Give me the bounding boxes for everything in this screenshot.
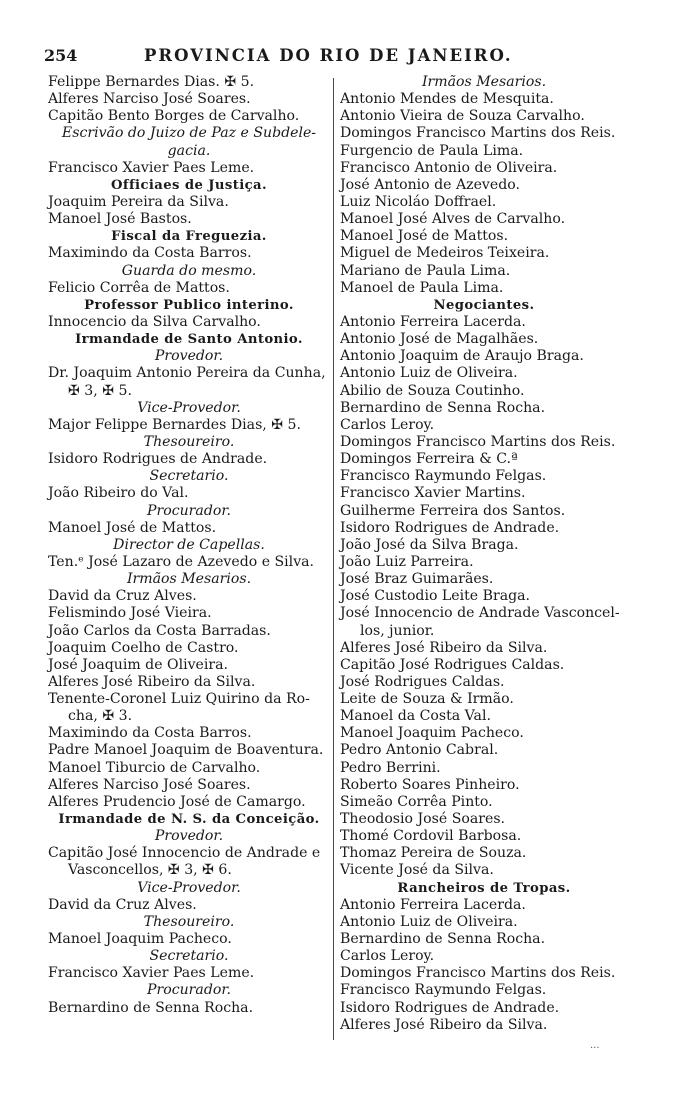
list-entry: José Antonio de Azevedo. bbox=[340, 176, 520, 193]
list-entry: Antonio Vieira de Souza Carvalho. bbox=[340, 108, 585, 125]
list-entry: Alferes Narciso José Soares. bbox=[48, 91, 251, 108]
role-title: Procurador. bbox=[147, 982, 231, 999]
list-entry: Pedro Antonio Cabral. bbox=[340, 742, 499, 759]
section-heading: Fiscal da Freguezia. bbox=[111, 229, 267, 245]
list-entry-continuation: cha, ✠ 3. bbox=[68, 708, 133, 725]
list-entry: Carlos Leroy. bbox=[340, 948, 435, 965]
list-entry: Isidoro Rodrigues de Andrade. bbox=[48, 451, 268, 468]
list-entry: José Innocencio de Andrade Vasconcel- bbox=[340, 605, 620, 622]
list-entry: Pedro Berrini. bbox=[340, 759, 441, 776]
list-entry: João José da Silva Braga. bbox=[340, 536, 519, 553]
list-entry: David da Cruz Alves. bbox=[48, 896, 197, 913]
list-entry-continuation: ✠ 3, ✠ 5. bbox=[68, 382, 132, 399]
list-entry: Alferes José Ribeiro da Silva. bbox=[340, 639, 548, 656]
list-entry: Antonio Joaquim de Araujo Braga. bbox=[340, 348, 584, 365]
list-entry: Isidoro Rodrigues de Andrade. bbox=[340, 999, 560, 1016]
list-entry: Manoel José Alves de Carvalho. bbox=[340, 211, 566, 228]
list-entry: Felismindo José Vieira. bbox=[48, 605, 212, 622]
list-entry: Alferes Narciso José Soares. bbox=[48, 776, 251, 793]
list-entry: João Ribeiro do Val. bbox=[48, 485, 189, 502]
role-title: gacia. bbox=[167, 142, 211, 159]
list-entry: José Joaquim de Oliveira. bbox=[48, 656, 229, 673]
section-heading: Negociantes. bbox=[433, 297, 535, 313]
list-entry: Leite de Souza & Irmão. bbox=[340, 691, 514, 708]
right-column bbox=[340, 74, 628, 1034]
list-entry: Guilherme Ferreira dos Santos. bbox=[340, 502, 566, 519]
list-entry-continuation: los, junior. bbox=[360, 622, 435, 639]
list-entry: José Custodio Leite Braga. bbox=[340, 588, 531, 605]
role-title: Procurador. bbox=[147, 502, 231, 519]
list-entry: Manoel José de Mattos. bbox=[48, 519, 217, 536]
list-entry: Padre Manoel Joaquim de Boaventura. bbox=[48, 742, 324, 759]
footer-mark: ... bbox=[590, 1040, 600, 1051]
list-entry: Francisco Xavier Paes Leme. bbox=[48, 965, 255, 982]
list-entry: Antonio Ferreira Lacerda. bbox=[340, 896, 526, 913]
list-entry: Bernardino de Senna Rocha. bbox=[340, 931, 546, 948]
list-entry: Domingos Ferreira & C.ª bbox=[340, 451, 518, 468]
list-entry: Miguel de Medeiros Teixeira. bbox=[340, 245, 550, 262]
list-entry: Simeão Corrêa Pinto. bbox=[340, 793, 493, 810]
list-entry: Alferes José Ribeiro da Silva. bbox=[340, 1016, 548, 1033]
role-title: Guarda do mesmo. bbox=[121, 262, 257, 279]
left-column bbox=[48, 74, 330, 1017]
role-title: Irmãos Mesarios. bbox=[126, 571, 252, 588]
list-entry: Tenente-Coronel Luiz Quirino da Ro- bbox=[48, 691, 310, 708]
list-entry: Furgencio de Paula Lima. bbox=[340, 142, 524, 159]
page-header bbox=[44, 44, 634, 70]
list-entry: João Luiz Parreira. bbox=[340, 553, 474, 570]
list-entry: Domingos Francisco Martins dos Reis. bbox=[340, 433, 616, 450]
list-entry: Bernardino de Senna Rocha. bbox=[340, 399, 546, 416]
role-title: Thesoureiro. bbox=[143, 913, 235, 930]
list-entry: Manoel José de Mattos. bbox=[340, 228, 509, 245]
list-entry: Francisco Xavier Paes Leme. bbox=[48, 159, 255, 176]
list-entry: José Rodrigues Caldas. bbox=[340, 673, 505, 690]
list-entry: Manoel de Paula Lima. bbox=[340, 279, 504, 296]
role-title: Irmãos Mesarios. bbox=[421, 74, 547, 90]
list-entry: Antonio José de Magalhães. bbox=[340, 331, 539, 348]
list-entry: David da Cruz Alves. bbox=[48, 588, 197, 605]
list-entry: Manoel Joaquim Pacheco. bbox=[340, 725, 524, 742]
list-entry: Mariano de Paula Lima. bbox=[340, 262, 511, 279]
list-entry: Manoel Tiburcio de Carvalho. bbox=[48, 759, 261, 776]
list-entry: Capitão José Innocencio de Andrade e bbox=[48, 845, 321, 862]
list-entry: Joaquim Coelho de Castro. bbox=[48, 639, 239, 656]
list-entry: Thomaz Pereira de Souza. bbox=[340, 845, 527, 862]
page-number: 254 bbox=[44, 46, 78, 65]
list-entry: Bernardino de Senna Rocha. bbox=[48, 999, 254, 1016]
list-entry: Isidoro Rodrigues de Andrade. bbox=[340, 519, 560, 536]
role-title: Provedor. bbox=[154, 828, 224, 845]
list-entry: Abilio de Souza Coutinho. bbox=[340, 382, 525, 399]
role-title: Escrivão do Juizo de Paz e Subdele- bbox=[61, 125, 317, 142]
list-entry: Antonio Ferreira Lacerda. bbox=[340, 313, 526, 330]
role-title: Thesoureiro. bbox=[143, 433, 235, 450]
role-title: Provedor. bbox=[154, 348, 224, 365]
list-entry: Maximindo da Costa Barros. bbox=[48, 725, 252, 742]
list-entry: Luiz Nicoláo Doffrael. bbox=[340, 193, 497, 210]
list-entry: Francisco Raymundo Felgas. bbox=[340, 468, 547, 485]
list-entry: Roberto Soares Pinheiro. bbox=[340, 776, 520, 793]
list-entry: Major Felippe Bernardes Dias, ✠ 5. bbox=[48, 416, 301, 433]
list-entry: Felippe Bernardes Dias. ✠ 5. bbox=[48, 74, 255, 90]
list-entry: Joaquim Pereira da Silva. bbox=[48, 193, 229, 210]
list-entry: Capitão José Rodrigues Caldas. bbox=[340, 656, 565, 673]
list-entry: Francisco Xavier Martins. bbox=[340, 485, 526, 502]
list-entry: Carlos Leroy. bbox=[340, 416, 435, 433]
list-entry: Domingos Francisco Martins dos Reis. bbox=[340, 125, 616, 142]
list-entry: Innocencio da Silva Carvalho. bbox=[48, 313, 261, 330]
section-heading: Rancheiros de Tropas. bbox=[397, 880, 571, 896]
list-entry: Theodosio José Soares. bbox=[340, 811, 506, 828]
section-heading: Irmandade de Santo Antonio. bbox=[75, 332, 303, 348]
list-entry-continuation: Vasconcellos, ✠ 3, ✠ 6. bbox=[68, 862, 232, 879]
list-entry: Dr. Joaquim Antonio Pereira da Cunha, bbox=[48, 365, 326, 382]
list-entry: Manoel José Bastos. bbox=[48, 211, 192, 228]
list-entry: Alferes Prudencio José de Camargo. bbox=[48, 793, 306, 810]
section-heading: Officiaes de Justiça. bbox=[111, 177, 267, 193]
page-title: PROVINCIA DO RIO DE JANEIRO. bbox=[144, 46, 513, 65]
list-entry: Francisco Raymundo Felgas. bbox=[340, 982, 547, 999]
role-title: Vice-Provedor. bbox=[137, 879, 241, 896]
role-title: Vice-Provedor. bbox=[137, 399, 241, 416]
role-title: Secretario. bbox=[149, 468, 229, 485]
column-divider bbox=[333, 78, 334, 1040]
list-entry: João Carlos da Costa Barradas. bbox=[48, 622, 271, 639]
section-heading: Professor Publico interino. bbox=[84, 297, 294, 313]
list-entry: Thomé Cordovil Barbosa. bbox=[340, 828, 522, 845]
list-entry: Manoel Joaquim Pacheco. bbox=[48, 931, 232, 948]
section-heading: Irmandade de N. S. da Conceição. bbox=[58, 812, 320, 828]
list-entry: Capitão Bento Borges de Carvalho. bbox=[48, 108, 300, 125]
list-entry: Antonio Mendes de Mesquita. bbox=[340, 91, 554, 108]
list-entry: Manoel da Costa Val. bbox=[340, 708, 491, 725]
role-title: Secretario. bbox=[149, 948, 229, 965]
list-entry: Francisco Antonio de Oliveira. bbox=[340, 159, 558, 176]
list-entry: Maximindo da Costa Barros. bbox=[48, 245, 252, 262]
list-entry: Alferes José Ribeiro da Silva. bbox=[48, 673, 256, 690]
list-entry: Antonio Luiz de Oliveira. bbox=[340, 913, 518, 930]
list-entry: Domingos Francisco Martins dos Reis. bbox=[340, 965, 616, 982]
role-title: Director de Capellas. bbox=[113, 536, 265, 553]
list-entry: Vicente José da Silva. bbox=[340, 862, 494, 879]
list-entry: Antonio Luiz de Oliveira. bbox=[340, 365, 518, 382]
list-entry: José Braz Guimarães. bbox=[340, 571, 494, 588]
list-entry: Felicio Corrêa de Mattos. bbox=[48, 279, 230, 296]
list-entry: Ten.ᵉ José Lazaro de Azevedo e Silva. bbox=[48, 553, 315, 570]
